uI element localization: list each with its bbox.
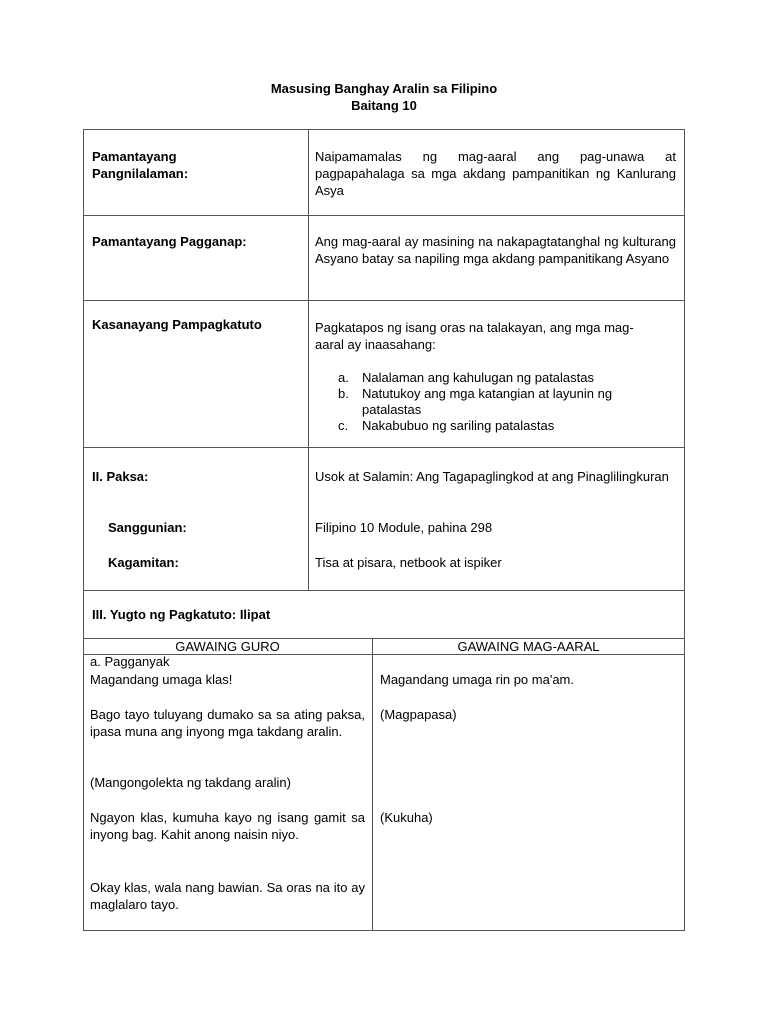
row-divider bbox=[83, 590, 685, 591]
column-divider bbox=[308, 129, 309, 591]
list-item: b. Natutukoy ang mga katangian at layunin ng patalastas bbox=[338, 386, 613, 417]
column-header-mag-aaral: GAWAING MAG-AARAL bbox=[457, 639, 600, 654]
kasanayan-label: Kasanayang Pampagkatuto bbox=[92, 317, 262, 332]
list-item: a. Nalalaman ang kahulugan ng patalastas bbox=[338, 370, 595, 385]
guro-kumuha: Ngayon klas, kumuha kayo ng isang gamit sa inyong bag. Kahit anong naisin niyo. bbox=[90, 810, 365, 842]
column-header-guro: GAWAING GURO bbox=[175, 639, 280, 654]
paksa-label: II. Paksa: bbox=[92, 469, 149, 484]
guro-greeting: Magandang umaga klas! bbox=[90, 672, 233, 687]
pangnilalaman-value: Naipamamalas ng mag-aaral ang pag-unawa at pagpapahalaga sa mga akdang pampanitikan ng Kanlurang Asya bbox=[315, 149, 676, 198]
yugto-label: III. Yugto ng Pagkatuto: Ilipat bbox=[92, 607, 271, 622]
guro-maglalaro: Okay klas, wala nang bawian. Sa oras na ito ay maglalaro tayo. bbox=[90, 880, 365, 912]
column-divider bbox=[372, 638, 373, 931]
pangnilalaman-label: Pamantayang Pangnilalaman: bbox=[92, 149, 189, 181]
kagamitan-label: Kagamitan: bbox=[108, 555, 179, 570]
mag-aaral-kukuha: (Kukuha) bbox=[380, 810, 433, 825]
guro-mangongolekta: (Mangongolekta ng takdang aralin) bbox=[90, 775, 291, 790]
pagganap-value: Ang mag-aaral ay masining na nakapagtatanghal ng kulturang Asyano batay sa napiling mga akdang pampanitikang Asyano bbox=[315, 234, 676, 266]
row-divider bbox=[83, 447, 685, 448]
mag-aaral-greeting: Magandang umaga rin po ma'am. bbox=[380, 672, 574, 687]
mag-aaral-magpapasa: (Magpapasa) bbox=[380, 707, 457, 722]
row-divider bbox=[83, 215, 685, 216]
paksa-value: Usok at Salamin: Ang Tagapaglingkod at ang Pinaglilingkuran bbox=[315, 469, 669, 484]
row-divider bbox=[83, 300, 685, 301]
objectives-list bbox=[330, 370, 675, 434]
list-item: c. Nakabubuo ng sariling patalastas bbox=[338, 418, 555, 433]
kasanayan-intro: Pagkatapos ng isang oras na talakayan, ang mga mag-aaral ay inaasahang: bbox=[315, 320, 634, 352]
kagamitan-value: Tisa at pisara, netbook at ispiker bbox=[315, 555, 502, 570]
grade-level: Baitang 10 bbox=[351, 98, 417, 113]
sanggunian-label: Sanggunian: bbox=[108, 520, 187, 535]
pagganyak-heading: a. Pagganyak bbox=[90, 654, 170, 669]
pagganap-label: Pamantayang Pagganap: bbox=[92, 234, 247, 249]
sanggunian-value: Filipino 10 Module, pahina 298 bbox=[315, 520, 493, 535]
guro-takdang-aralin: Bago tayo tuluyang dumako sa sa ating paksa, ipasa muna ang inyong mga takdang aralin. bbox=[90, 707, 365, 739]
document-title: Masusing Banghay Aralin sa Filipino bbox=[270, 81, 498, 96]
